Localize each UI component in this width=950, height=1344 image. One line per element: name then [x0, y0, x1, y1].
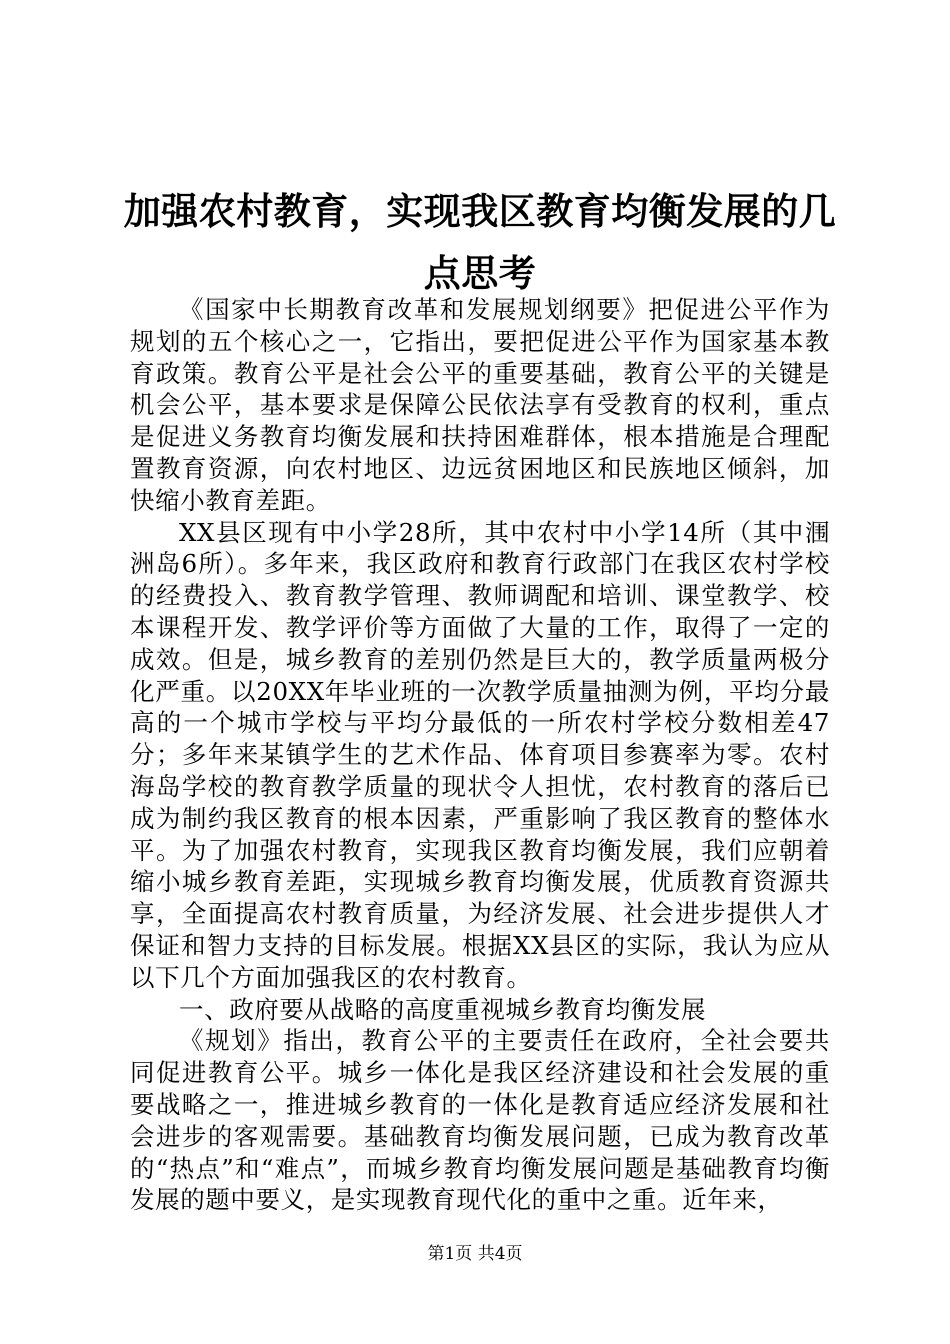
section-heading: 一、政府要从战略的高度重视城乡教育均衡发展	[179, 994, 707, 1024]
paragraph-section-one: 《规划》指出，教育公平的主要责任在政府，全社会要共同促进教育公平。城乡一体化是我区经济建设和社会发展的重要战略之一，推进城乡教育的一体化是教育适应经济发展和社会进步的客观需要。基础教育均衡发展问题，已成为教育改革的“热点”和“难点”，而城乡教育均衡发展问题是基础教育均衡发展的题中要义，是实现教育现代化的重中之重。近年来，	[130, 1026, 830, 1215]
paragraph-intro: 《国家中长期教育改革和发展规划纲要》把促进公平作为规划的五个核心之一，它指出，要把促进公平作为国家基本教育政策。教育公平是社会公平的重要基础，教育公平的关键是机会公平，基本要求是保障公民依法享有受教育的权利，重点是促进义务教育均衡发展和扶持困难群体，根本措施是合理配置教育资源，向农村地区、边远贫困地区和民族地区倾斜，加快缩小教育差距。	[130, 295, 830, 515]
document-title: 加强农村教育，实现我区教育均衡发展的几点思考	[123, 189, 837, 295]
page-footer	[0, 1242, 950, 1266]
document-body	[130, 294, 830, 1216]
paragraph-county-status: XX县区现有中小学28所，其中农村中小学14所（其中涠洲岛6所）。多年来，我区政府和教育行政部门在我区农村学校的经费投入、教育教学管理、教师调配和培训、课堂教学、校本课程开发、教学评价等方面做了大量的工作，取得了一定的成效。但是，城乡教育的差别仍然是巨大的，教学质量两极分化严重。以20XX年毕业班的一次教学质量抽测为例，平均分最高的一个城市学校与平均分最低的一所农村学校分数相差47分；多年来某镇学生的艺术作品、体育项目参赛率为零。农村海岛学校的教育教学质量的现状令人担忧，农村教育的落后已成为制约我区教育的根本因素，严重影响了我区教育的整体水平。为了加强农村教育，实现我区教育均衡发展，我们应朝着缩小城乡教育差距，实现城乡教育均衡发展，优质教育资源共享，全面提高农村教育质量，为经济发展、社会进步提供人才保证和智力支持的目标发展。根据XX县区的实际，我认为应从以下几个方面加强我区的农村教育。	[130, 517, 830, 992]
page-number-label: 第1页 共4页	[427, 1244, 523, 1264]
